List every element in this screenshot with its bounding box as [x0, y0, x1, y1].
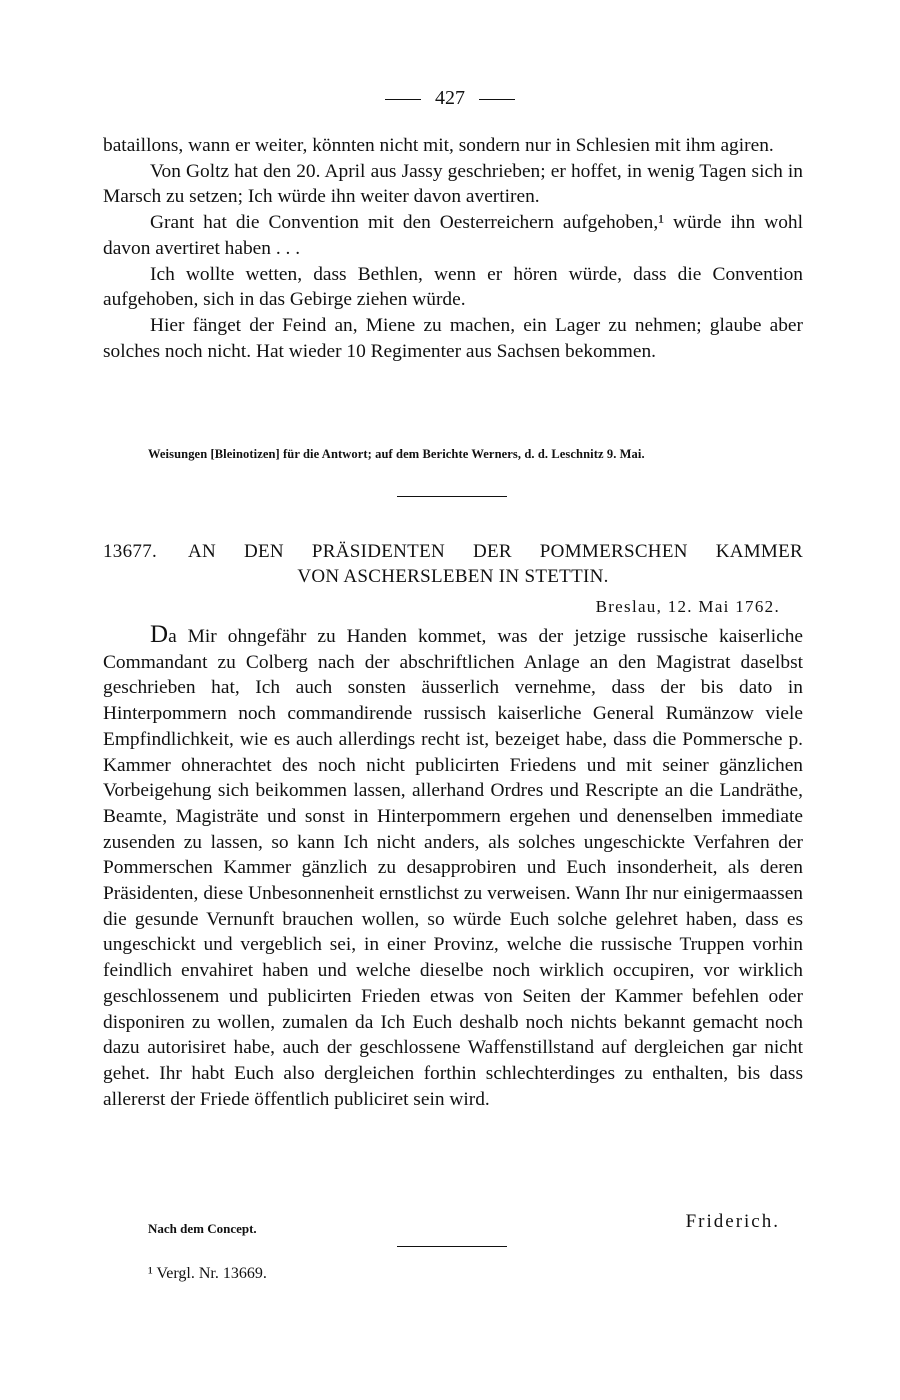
letter-body: [103, 622, 803, 1112]
footnote-divider: [397, 1246, 507, 1247]
source-note: Nach dem Concept.: [148, 1221, 257, 1236]
paragraph: Hier fänget der Feind an, Miene zu machen, ein Lager zu nehmen; glaube aber solches noch nicht. Hat wieder 10 Regimenter aus Sachsen bekommen.: [103, 314, 803, 362]
top-section: [103, 133, 803, 364]
section-divider: [397, 496, 507, 497]
page-number: 427: [435, 87, 465, 109]
letter-number: 13677.: [103, 541, 158, 562]
header-dash-right: [479, 99, 515, 100]
letter-title-line2: VON ASCHERSLEBEN IN STETTIN.: [297, 566, 609, 587]
letter-text: a Mir ohngefähr zu Handen kommet, was der jetzige russische kaiserliche Commandant zu Colberg nach der abschriftlichen Anlage an den Magistrat daselbst geschrieben hat, Ich auch sonsten äusserlich vernehme, dass der bis dato in Hinterpommern noch commandirende russisch kaiserliche General Rumänzow viele Empfindlichkeit, wie es auch allerdings recht ist, bezeiget habe, dass die Pommersche p. Kammer ohnerachtet des noch nicht publicirten Friedens und mit seiner gänzlichen Vorbeigehung sich beikommen lassen, allerhand Ordres und Rescripte an die Landräthe, Beamte, Magisträte und sonst in Hinterpommern ergehen und denenselben immediate zusenden zu lassen, so kann Ich nicht anders, als solches ungeschickte Verfahren der Pommerschen Kammer gänzlich zu desapprobiren und Euch insonderheit, als deren Präsidenten, diese Unbesonnenheit ernstlichst zu verweisen. Wann Ihr nur einigermaassen die gesunde Vernunft brauchen wollen, so würde Euch solche gelehret haben, dass es ungeschickt und vergeblich sei, in einer Provinz, welche die russische Truppen vorhin feindlich envahiret haben und welche dieselbe noch wirklich occupiren, vor wirklich geschlossenem und publicirten Frieden etwas von Seiten der Kammer befehlen oder disponiren zu wollen, zumalen da Ich Euch deshalb noch nichts bekannt gemacht noch dazu autorisiret habe, auch der geschlossene Waffenstillstand auf dergleichen gar nicht gehet. Ihr habt Euch also dergleichen forthin schlechterdinges zu enthalten, bis dass allererst der Friede öffentlich publiciret sein wird.: [103, 626, 803, 1110]
paragraph: Von Goltz hat den 20. April aus Jassy geschrieben; er hoffet, in wenig Tagen sich in Marsch zu setzen; Ich würde ihn weiter davon avertiren.: [103, 160, 803, 208]
letter-title-line1: AN DEN PRÄSIDENTEN DER POMMERSCHEN KAMMER: [188, 541, 803, 562]
header-dash-left: [385, 99, 421, 100]
signature: Friderich.: [685, 1211, 780, 1232]
instructions-note: Weisungen [Bleinotizen] für die Antwort; auf dem Berichte Werners, d. d. Leschnitz 9. Mai.: [148, 447, 645, 461]
drop-cap: D: [150, 621, 169, 648]
dateline: Breslau, 12. Mai 1762.: [595, 597, 780, 616]
paragraph: Grant hat die Convention mit den Oesterreichern aufgehoben,¹ würde ihn wohl davon avertiret haben . . .: [103, 212, 803, 259]
paragraph: Ich wollte wetten, dass Bethlen, wenn er hören würde, dass die Convention aufgehoben, sich in das Gebirge ziehen würde.: [103, 263, 803, 311]
letter-paragraph: [103, 622, 803, 1112]
page-header: [0, 86, 900, 110]
footnote: ¹ Vergl. Nr. 13669.: [148, 1265, 267, 1282]
paragraph: bataillons, wann er weiter, könnten nicht mit, sondern nur in Schlesien mit ihm agiren.: [103, 135, 774, 156]
